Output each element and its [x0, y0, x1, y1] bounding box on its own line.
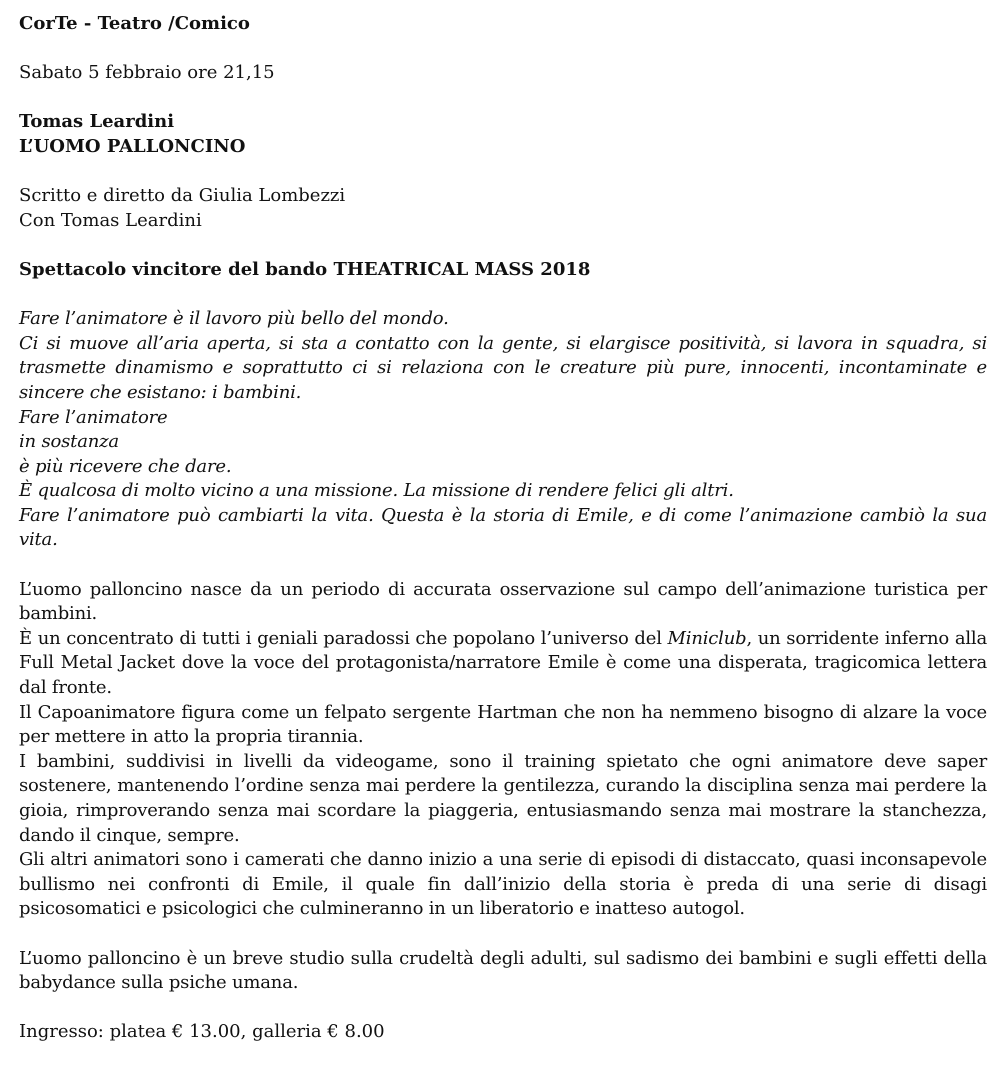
description-text: , un sorridente inferno alla Full Metal Jacket dove la voce del protagonista/narratore Emile è come una disperata, tragicomica lettera dal fronte.	[19, 627, 988, 699]
italic-line: Fare l’animatore	[19, 406, 168, 428]
italic-line: è più ricevere che dare.	[19, 455, 232, 477]
italic-line: Fare l’animatore può cambiarti la vita. Questa è la storia di Emile, e di come l’animazione cambiò la sua vita.	[19, 504, 987, 551]
document-body	[19, 12, 987, 1045]
italic-intro-block	[19, 307, 987, 553]
description-paragraph: Il Capoanimatore figura come un felpato sergente Hartman che non ha nemmeno bisogno di alzare la voce per mettere in atto la propria tirannia.	[19, 701, 987, 748]
description-text: È un concentrato di tutti i geniali paradossi che popolano l’universo del	[19, 627, 668, 649]
credits-written-directed: Scritto e diretto da Giulia Lombezzi	[19, 185, 346, 207]
italic-line: in sostanza	[19, 431, 119, 453]
italic-line: Fare l’animatore è il lavoro più bello del mondo.	[19, 308, 449, 330]
performer-name: Tomas Leardini	[19, 111, 175, 133]
event-date-time: Sabato 5 febbraio ore 21,15	[19, 62, 275, 84]
miniclub-term: Miniclub	[667, 627, 747, 649]
credits-cast: Con Tomas Leardini	[19, 209, 202, 231]
description-paragraph	[19, 627, 987, 701]
italic-line: Ci si muove all’aria aperta, si sta a contatto con la gente, si elargisce positività, si lavora in squadra, si trasmette dinamismo e soprattutto ci si relaziona con le creature più pure, innocenti, incontaminate e sincere che esistano: i bambini.	[19, 332, 987, 403]
ticket-prices: Ingresso: platea € 13.00, galleria € 8.00	[19, 1021, 385, 1043]
description-paragraph: I bambini, suddivisi in livelli da videogame, sono il training spietato che ogni animatore deve saper sostenere, mantenendo l’ordine senza mai perdere la gentilezza, curando la disciplina senza mai perdere la gioia, rimproverando senza mai scordare la piaggeria, entusiasmando senza mai mostrare la stanchezza, dando il cinque, sempre.	[19, 750, 987, 846]
description-block	[19, 578, 987, 922]
summary-paragraph: L’uomo palloncino è un breve studio sulla crudeltà degli adulti, sul sadismo dei bambini e sugli effetti della babydance sulla psiche umana.	[19, 947, 987, 994]
description-paragraph: L’uomo palloncino nasce da un periodo di accurata osservazione sul campo dell’animazione turistica per bambini.	[19, 578, 987, 625]
italic-line: È qualcosa di molto vicino a una missione. La missione di rendere felici gli altri.	[19, 480, 734, 502]
show-title: L’UOMO PALLONCINO	[19, 135, 246, 157]
venue-category: CorTe - Teatro /Comico	[19, 13, 250, 34]
description-paragraph: Gli altri animatori sono i camerati che danno inizio a una serie di episodi di distaccato, quasi inconsapevole bullismo nei confronti di Emile, il quale fin dall’inizio della storia è preda di una serie di disagi psicosomatici e psicologici che culmineranno in un liberatorio e inatteso autogol.	[19, 849, 987, 920]
award-line: Spettacolo vincitore del bando THEATRICAL MASS 2018	[19, 258, 591, 280]
